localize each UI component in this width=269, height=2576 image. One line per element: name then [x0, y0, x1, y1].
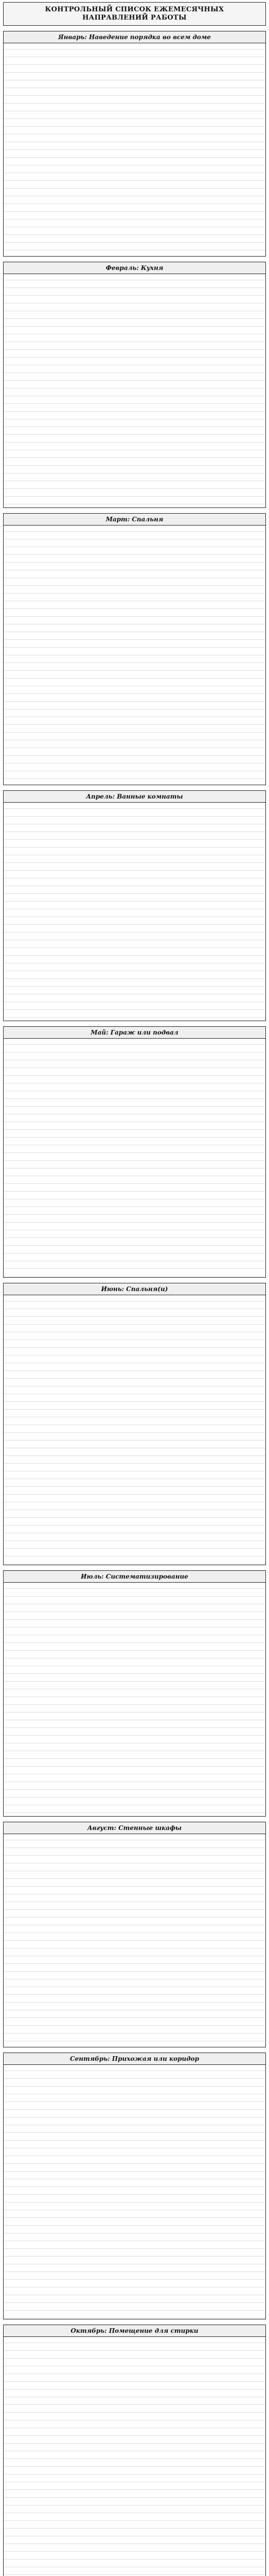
section-body-march: [4, 526, 265, 785]
section-header-october: Октябрь: Помещение для стирки: [4, 2325, 265, 2337]
section-body-january: [4, 43, 265, 256]
document-title: [3, 2, 266, 26]
section-july: [3, 1570, 266, 1817]
section-october: [3, 2325, 266, 2576]
section-body-may: [4, 1039, 265, 1277]
section-march: [3, 513, 266, 785]
section-header-september: Сентябрь: Прихожая или коридор: [4, 2053, 265, 2065]
section-header-april: Апрель: Ванные комнаты: [4, 791, 265, 803]
section-june: [3, 1283, 266, 1565]
section-header-june: Июнь: Спальня(и): [4, 1283, 265, 1295]
section-april: [3, 790, 266, 1021]
section-august: [3, 1822, 266, 2047]
section-body-april: [4, 803, 265, 1021]
section-body-july: [4, 1583, 265, 1816]
section-header-may: Май: Гараж или подвал: [4, 1027, 265, 1039]
section-body-september: [4, 2065, 265, 2319]
section-body-june: [4, 1295, 265, 1565]
title-line-1: КОНТРОЛЬНЫЙ СПИСОК ЕЖЕМЕСЯЧНЫХ: [45, 6, 224, 13]
section-february: [3, 262, 266, 508]
section-body-february: [4, 274, 265, 507]
section-september: [3, 2053, 266, 2319]
section-header-february: Февраль: Кухня: [4, 262, 265, 274]
checklist-page: [3, 0, 266, 2576]
section-header-january: Январь: Наведение порядка во всем доме: [4, 31, 265, 43]
section-body-august: [4, 1834, 265, 2047]
section-body-october: [4, 2337, 265, 2576]
section-january: [3, 31, 266, 257]
section-header-july: Июль: Систематизирование: [4, 1571, 265, 1583]
section-may: [3, 1026, 266, 1278]
title-line-2: НАПРАВЛЕНИЙ РАБОТЫ: [82, 14, 187, 22]
section-header-march: Март: Спальня: [4, 514, 265, 526]
section-header-august: Август: Стенные шкафы: [4, 1822, 265, 1834]
